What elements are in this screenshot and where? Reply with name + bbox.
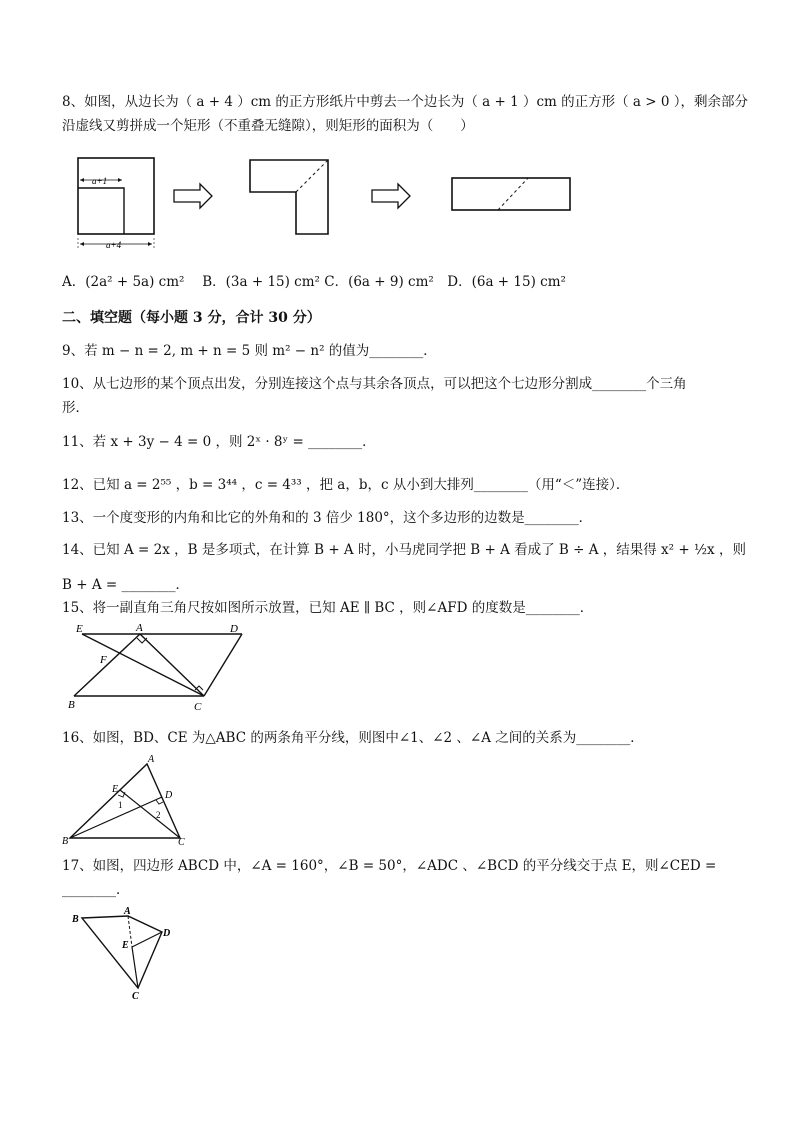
q15-label-C: C (194, 701, 202, 713)
q10-line1: 10、从七边形的某个顶点出发，分别连接这个点与其余各顶点，可以把这个七边形分割成________个三角 (62, 376, 687, 392)
q8-label-a4: a+4 (106, 240, 122, 250)
q8-big-square (78, 158, 154, 234)
q15-figure (62, 620, 262, 715)
q16-label-A: A (148, 754, 155, 765)
q8-arrow-right-icon-2 (372, 184, 410, 208)
q15-text: 15、将一副直角三角尺按如图所示放置，已知 AE ∥ BC ，则∠AFD 的度数是________． (62, 600, 594, 616)
q8-arrow-right-icon (174, 184, 212, 208)
q8-figure (70, 150, 590, 260)
q16-label-C: C (178, 837, 185, 847)
q8-options: A．(2a² + 5a) cm² B．(3a + 15) cm² C．(6a + 9) cm² D．(6a + 15) cm² (62, 274, 566, 290)
q8-cut-square (78, 188, 124, 234)
q15-label-A: A (136, 622, 143, 634)
q17-label-B: B (72, 914, 79, 925)
q8-line2: 沿虚线又剪拼成一个矩形（不重叠无缝隙），则矩形的面积为（ ） (62, 118, 474, 134)
q16-label-D: D (165, 790, 173, 801)
q8-l-shape (250, 160, 328, 234)
q8-label-a1: a+1 (92, 176, 108, 186)
q14-line2: B + A = ________． (62, 577, 189, 593)
q16-figure (62, 752, 202, 847)
q16-text: 16、如图，BD、CE 为△ABC 的两条角平分线，则图中∠1、∠2 、∠A 之间的关系为________． (62, 730, 644, 746)
q16-label-1: 1 (118, 800, 123, 810)
q12: 12、已知 a = 2⁵⁵ ，b = 3⁴⁴ ，c = 4³³ ，把 a，b，c 从小到大排列________（用“＜”连接）． (62, 477, 630, 493)
q8-line1: 8、如图，从边长为（ a + 4 ）cm 的正方形纸片中剪去一个边长为（ a + 1 ）cm 的正方形（ a > 0 ），剩余部分 (62, 94, 748, 110)
q16-label-2: 2 (156, 810, 161, 820)
q17-label-D: D (163, 928, 171, 939)
q14-line1: 14、已知 A = 2x ，B 是多项式，在计算 B + A 时，小马虎同学把 B + A 看成了 B ÷ A ，结果得 x² + ½x ，则 (62, 542, 746, 558)
section-2-title: 二、填空题（每小题 3 分，合计 30 分） (62, 310, 321, 326)
q17-line2: ________． (62, 882, 130, 898)
q17-figure (62, 902, 182, 1002)
q17-label-E: E (122, 940, 129, 951)
q15-label-D: D (230, 623, 238, 635)
q13: 13、一个度变形的内角和比它的外角和的 3 倍少 180°，这个多边形的边数是________． (62, 510, 593, 526)
q11: 11、若 x + 3y − 4 = 0 ，则 2ˣ · 8ʸ = ________． (62, 434, 376, 450)
q15-label-F: F (100, 654, 107, 666)
q10-line2: 形． (62, 400, 89, 416)
q15-label-B: B (68, 699, 75, 711)
q17-label-A: A (124, 906, 131, 917)
q16-label-E: E (112, 784, 119, 795)
q8-rectangle (452, 178, 570, 210)
q17-label-C: C (132, 991, 139, 1002)
q15-label-E: E (76, 623, 83, 635)
q16-label-B: B (62, 836, 69, 847)
q17-line1: 17、如图，四边形 ABCD 中，∠A = 160°，∠B = 50°，∠ADC 、∠BCD 的平分线交于点 E，则∠CED = (62, 858, 717, 874)
q9: 9、若 m − n = 2, m + n = 5 则 m² − n² 的值为________． (62, 343, 437, 359)
